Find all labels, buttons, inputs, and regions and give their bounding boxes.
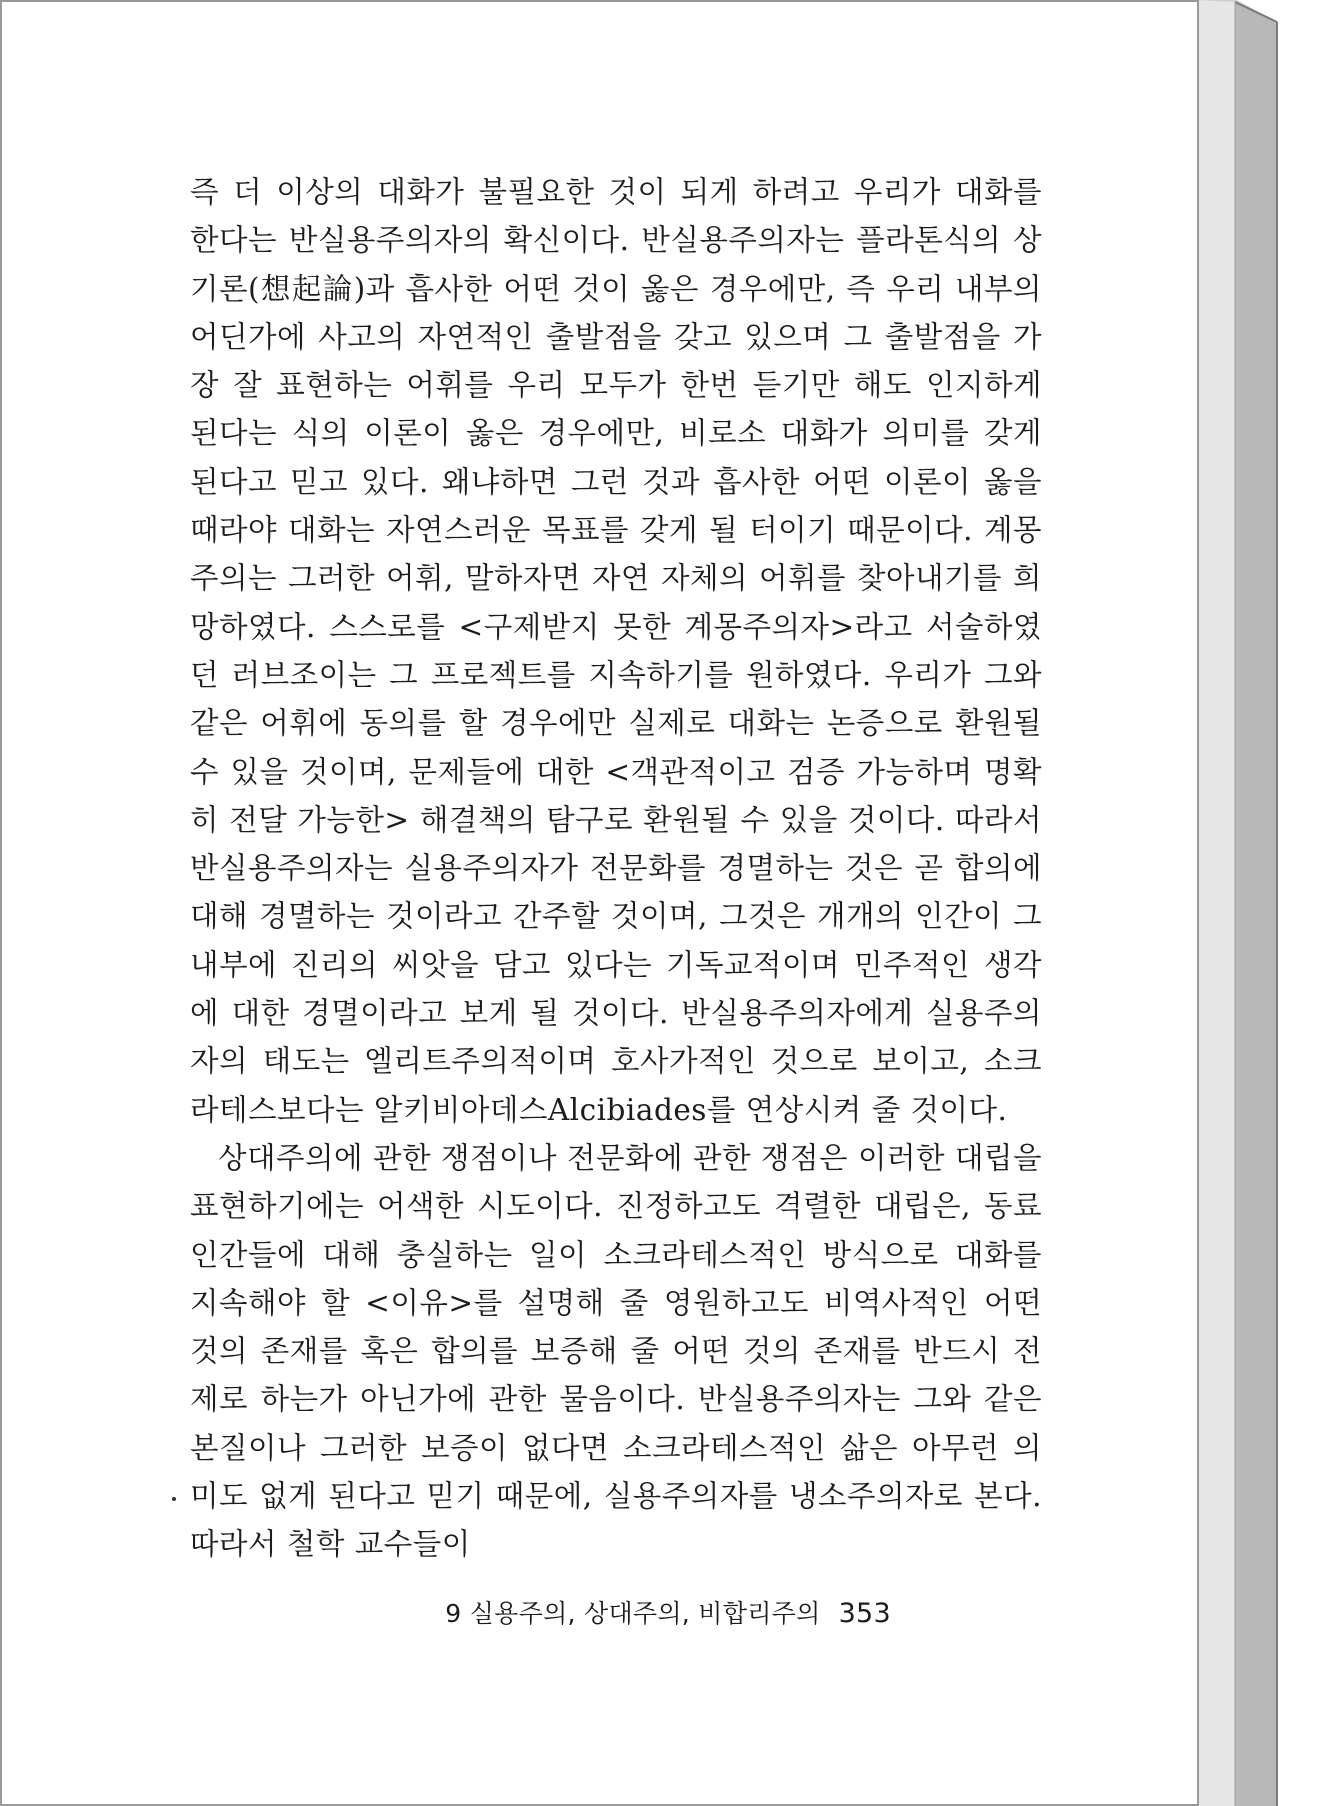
running-footer — [445, 1594, 891, 1630]
body-text — [190, 168, 1042, 1569]
page-number: 353 — [838, 1598, 891, 1629]
margin-dot — [172, 1497, 176, 1501]
paragraph-1: 즉 더 이상의 대화가 불필요한 것이 되게 하려고 우리가 대화를 한다는 반실용주의자의 확신이다. 반실용주의자는 플라톤식의 상기론(想起論)과 흡사한 어떤 것이 옳은 경우에만, 즉 우리 내부의 어딘가에 사고의 자연적인 출발점을 갖고 있으며 그 출발점을 가장 잘 표현하는 어휘를 우리 모두가 한번 듣기만 해도 인지하게 된다는 식의 이론이 옳은 경우에만, 비로소 대화가 의미를 갖게 된다고 믿고 있다. 왜냐하면 그런 것과 흡사한 어떤 이론이 옳을 때라야 대화는 자연스러운 목표를 갖게 될 터이기 때문이다. 계몽주의는 그러한 어휘, 말하자면 자연 자체의 어휘를 찾아내기를 희망하였다. 스스로를 <구제받지 못한 계몽주의자>라고 서술하였던 러브조이는 그 프로젝트를 지속하기를 원하였다. 우리가 그와 같은 어휘에 동의를 할 경우에만 실제로 대화는 논증으로 환원될 수 있을 것이며, 문제들에 대한 <객관적이고 검증 가능하며 명확히 전달 가능한> 해결책의 탐구로 환원될 수 있을 것이다. 따라서 반실용주의자는 실용주의자가 전문화를 경멸하는 것은 곧 합의에 대해 경멸하는 것이라고 간주할 것이며, 그것은 개개의 인간이 그 내부에 진리의 씨앗을 담고 있다는 기독교적이며 민주적인 생각에 대한 경멸이라고 보게 될 것이다. 반실용주의자에게 실용주의자의 태도는 엘리트주의적이며 호사가적인 것으로 보이고, 소크라테스보다는 알키비아데스Alcibiades를 연상시켜 줄 것이다. — [190, 175, 1042, 1127]
book-edge-shadow — [1195, 0, 1319, 1806]
chapter-title: 9 실용주의, 상대주의, 비합리주의 — [445, 1599, 821, 1628]
paragraph-2: 상대주의에 관한 쟁점이나 전문화에 관한 쟁점은 이러한 대립을 표현하기에는 어색한 시도이다. 진정하고도 격렬한 대립은, 동료 인간들에 대해 충실하는 일이 소크라테스적인 방식으로 대화를 지속해야 할 <이유>를 설명해 줄 영원하고도 비역사적인 어떤 것의 존재를 혹은 합의를 보증해 줄 어떤 것의 존재를 반드시 전제로 하는가 아닌가에 관한 물음이다. 반실용주의자는 그와 같은 본질이나 그러한 보증이 없다면 소크라테스적인 삶은 아무런 의미도 없게 된다고 믿기 때문에, 실용주의자를 냉소주의자로 본다. 따라서 철학 교수들이 — [190, 1140, 1042, 1562]
